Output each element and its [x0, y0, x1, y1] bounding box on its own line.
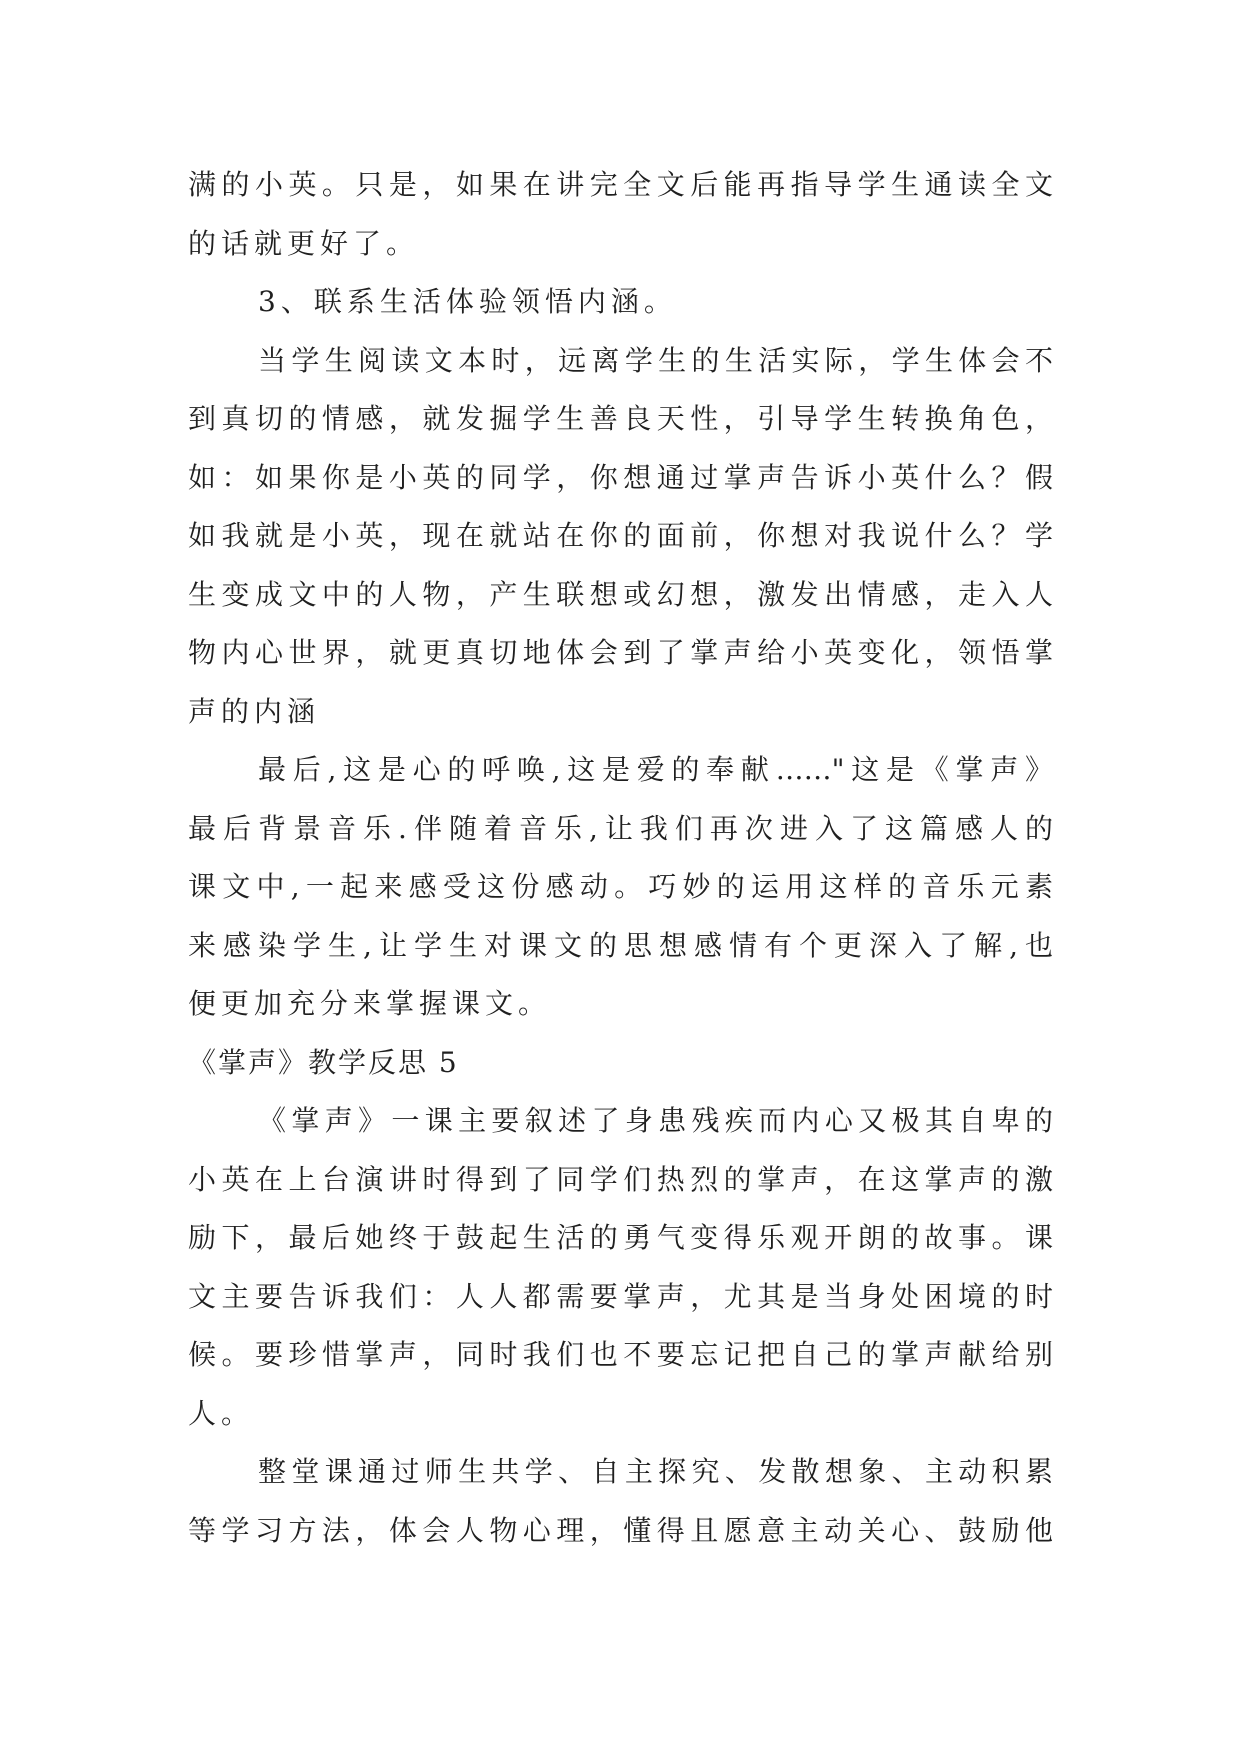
text-line: 来感染学生,让学生对课文的思想感情有个更深入了解,也: [188, 928, 1053, 962]
text-line: 最后背景音乐.伴随着音乐,让我们再次进入了这篇感人的: [188, 811, 1053, 845]
text-line: 文主要告诉我们：人人都需要掌声，尤其是当身处困境的时: [188, 1279, 1053, 1313]
text-line: 的话就更好了。: [188, 226, 420, 260]
text-line: 候。要珍惜掌声，同时我们也不要忘记把自己的掌声献给别: [188, 1338, 1053, 1371]
text-line: 到真切的情感，就发掘学生善良天性，引导学生转换角色，: [188, 402, 1053, 435]
text-line: 人。: [188, 1396, 255, 1430]
section-heading: 《掌声》教学反思 5: [188, 1045, 459, 1079]
text-line: 物内心世界，就更真切地体会到了掌声给小英变化，领悟掌: [188, 636, 1053, 669]
text-line: 当学生阅读文本时，远离学生的生活实际，学生体会不: [258, 343, 1053, 377]
text-line: 《掌声》一课主要叙述了身患残疾而内心又极其自卑的: [258, 1104, 1053, 1137]
text-line: 如我就是小英，现在就站在你的面前，你想对我说什么？学: [188, 519, 1053, 552]
text-line: 声的内涵: [188, 694, 321, 728]
text-line: 最后,这是心的呼唤,这是爱的奉献……"这是《掌声》: [258, 753, 1053, 786]
document-body: [188, 156, 1053, 1560]
text-line: 课文中,一起来感受这份感动。巧妙的运用这样的音乐元素: [188, 870, 1053, 903]
text-line: 便更加充分来掌握课文。: [188, 987, 552, 1020]
text-line: 小英在上台演讲时得到了同学们热烈的掌声，在这掌声的激: [188, 1162, 1053, 1196]
text-line: 如：如果你是小英的同学，你想通过掌声告诉小英什么？假: [188, 460, 1053, 494]
text-line: 满的小英。只是，如果在讲完全文后能再指导学生通读全文: [188, 168, 1053, 201]
text-line: 生变成文中的人物，产生联想或幻想，激发出情感，走入人: [188, 577, 1053, 611]
text-line: 等学习方法，体会人物心理，懂得且愿意主动关心、鼓励他: [188, 1513, 1053, 1547]
text-line: 励下，最后她终于鼓起生活的勇气变得乐观开朗的故事。课: [188, 1221, 1053, 1254]
numbered-subheading: 3、联系生活体验领悟内涵。: [258, 285, 677, 318]
text-line: 整堂课通过师生共学、自主探究、发散想象、主动积累: [258, 1455, 1053, 1488]
